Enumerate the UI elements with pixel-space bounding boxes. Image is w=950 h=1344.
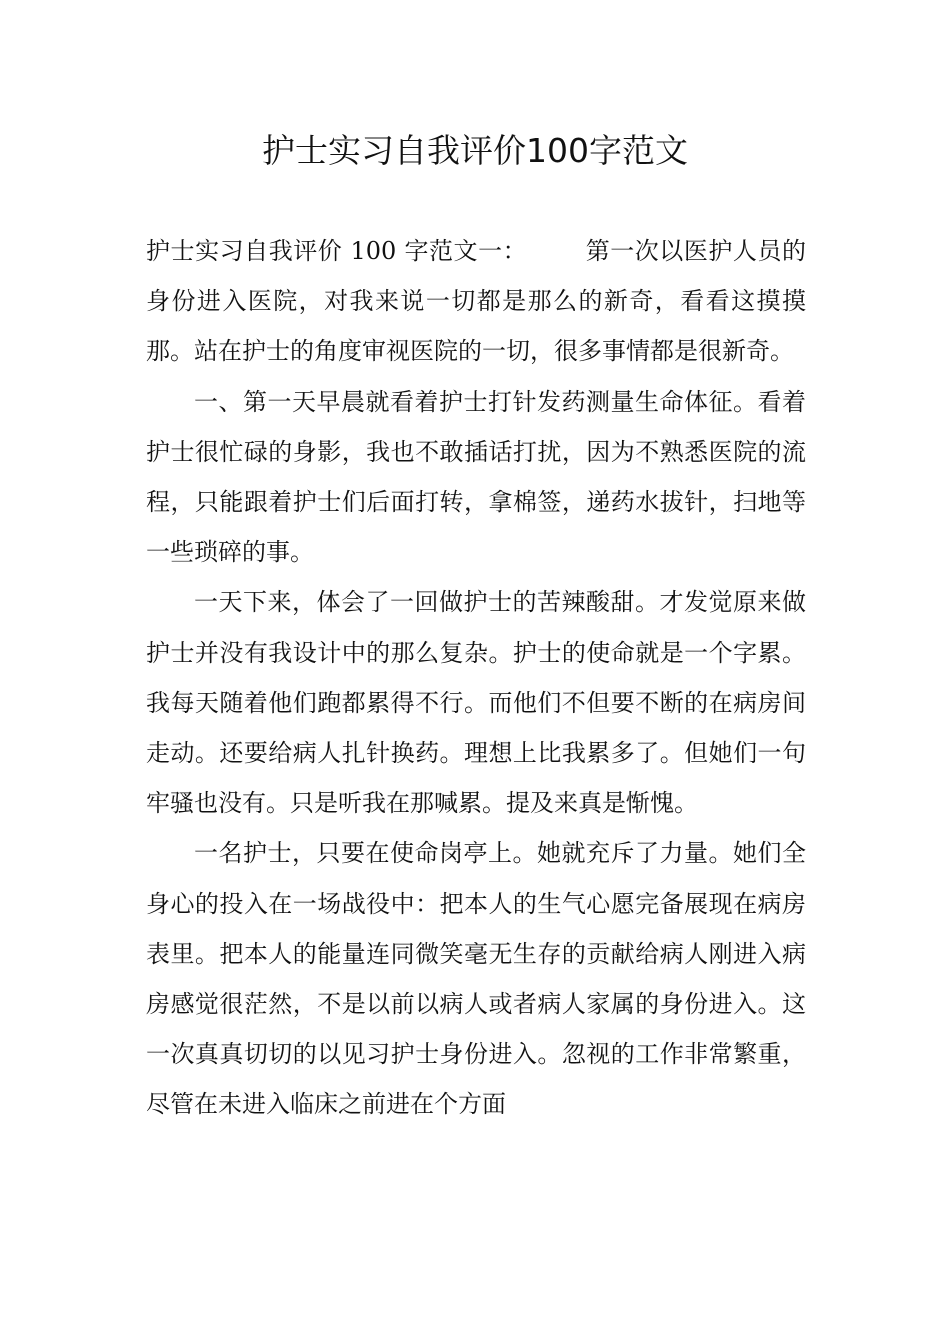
intro-heading: 护士实习自我评价 100 字范文一： [146,237,528,265]
document-title: 护士实习自我评价100字范文 [262,131,688,170]
document-body [146,226,806,1130]
paragraph-1 [146,226,806,377]
paragraph-3: 一天下来，体会了一回做护士的苦辣酸甜。才发觉原来做护士并没有我设计中的那么复杂。护士的使命就是一个字累。我每天随着他们跑都累得不行。而他们不但要不断的在病房间走动。还要给病人扎针换药。理想上比我累多了。但她们一句牢骚也没有。只是听我在那喊累。提及来真是惭愧。 [146,588,806,818]
paragraph-2: 一、第一天早晨就看着护士打针发药测量生命体征。看着护士很忙碌的身影，我也不敢插话打扰，因为不熟悉医院的流程，只能跟着护士们后面打转，拿棉签，递药水拔针，扫地等一些琐碎的事。 [146,387,806,567]
paragraph-1-text: 第一次以医护人员的身份进入医院，对我来说一切都是那么的新奇，看看这摸摸那。站在护士的角度审视医院的一切，很多事情都是很新奇。 [146,237,807,366]
paragraph-4: 一名护士，只要在使命岗亭上。她就充斥了力量。她们全身心的投入在一场战役中：把本人的生气心愿完备展现在病房表里。把本人的能量连同微笑毫无生存的贡献给病人刚进入病房感觉很茫然，不是以前以病人或者病人家属的身份进入。这一次真真切切的以见习护士身份进入。忽视的工作非常繁重，尽管在未进入临床之前进在个方面 [146,839,806,1119]
